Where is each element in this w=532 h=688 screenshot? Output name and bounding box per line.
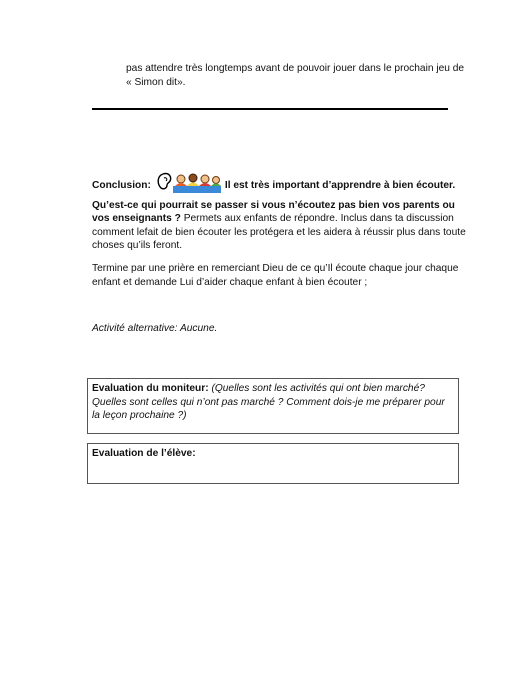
student-evaluation-box[interactable] bbox=[87, 443, 459, 484]
alternative-activity: Activité alternative: Aucune. bbox=[92, 323, 218, 334]
continuation-paragraph: pas attendre très longtemps avant de pouvoir jouer dans le prochain jeu de « Simon dit». bbox=[126, 63, 465, 88]
prayer-paragraph: Termine par une prière en remerciant Dieu de ce qu’Il écoute chaque jour chaque enfant et demande Lui d’aider chaque enfant à bien écouter ; bbox=[92, 263, 459, 288]
clipart bbox=[155, 172, 223, 199]
ear-icon bbox=[155, 172, 223, 194]
conclusion-normal-text: Permets aux enfants de répondre. Inclus dans ta discussion comment lefait de bien écouter les protégera et les aidera à réussir plus dans toute choses qu’ils feront. bbox=[92, 213, 466, 251]
conclusion-section bbox=[92, 172, 472, 253]
conclusion-label: Conclusion: bbox=[92, 180, 151, 191]
teacher-evaluation-box[interactable] bbox=[87, 378, 459, 434]
teacher-evaluation-question: (Quelles sont les activités qui ont bien marché? Quelles sont celles qui n’ont pas marché ? Comment dois-je me préparer pour la leçon prochaine ?) bbox=[92, 383, 445, 421]
horizontal-divider bbox=[92, 108, 448, 110]
children-listening-clipart bbox=[173, 174, 221, 193]
conclusion-bold-text: Il est très important d’apprendre à bien écouter. Qu’est-ce qui pourrait se passer si vous n’écoutez pas bien vos parents ou vos enseignants ? bbox=[92, 180, 456, 224]
student-evaluation-label: Evaluation de l’élève: bbox=[92, 448, 196, 459]
teacher-evaluation-label: Evaluation du moniteur: bbox=[92, 383, 209, 394]
